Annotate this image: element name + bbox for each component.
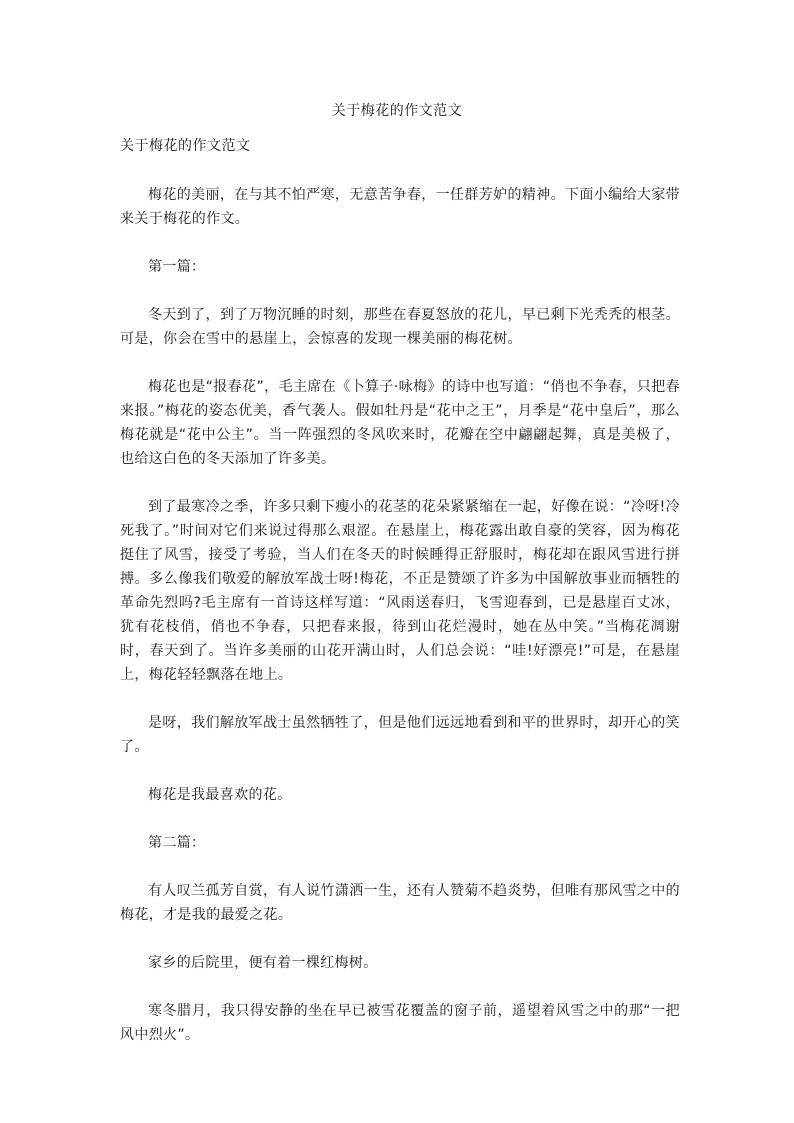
section-heading-2: 第二篇： [148, 835, 206, 851]
paragraph: 是呀，我们解放军战士虽然牺牲了，但是他们远远地看到和平的世界时，却开心的笑了。 [120, 715, 680, 755]
paragraph: 到了最寒冷之季，许多只剩下瘦小的花茎的花朵紧紧缩在一起，好像在说：“冷呀!冷死我了。”时间对它们来说过得那么艰涩。在悬崖上，梅花露出敢自豪的笑容，因为梅花挺住了风雪，接受了考验，当人们在冬天的时候睡得正舒服时，梅花却在跟风雪进行拼搏。多么像我们敬爱的解放军战士呀!梅花，不正是赞颂了许多为中国解放事业而牺牲的革命先烈吗?毛主席有一首诗这样写道：“风雨送春归，飞雪迎春到，已是悬崖百丈冰，犹有花枝俏，俏也不争春，只把春来报，待到山花烂漫时，她在丛中笑。”当梅花凋谢时，春天到了。当许多美丽的山花开满山时，人们总会说：“哇!好漂亮!”可是，在悬崖上，梅花轻轻飘落在地上。 [120, 499, 680, 683]
paragraph: 梅花是我最喜欢的花。 [148, 787, 292, 803]
document-subtitle: 关于梅花的作文范文 [120, 138, 251, 154]
paragraph: 家乡的后院里，便有着一棵红梅树。 [148, 955, 378, 971]
document-body [120, 183, 680, 1071]
paragraph: 梅花也是“报春花”，毛主席在《卜算子·咏梅》的诗中也写道：“俏也不争春，只把春来报。”梅花的姿态优美，香气袭人。假如牡丹是“花中之王”，月季是“花中皇后”，那么梅花就是“花中公主”。当一阵强烈的冬风吹来时，花瓣在空中翩翩起舞，真是美极了，也给这白色的冬天添加了许多美。 [120, 379, 680, 467]
paragraph: 有人叹兰孤芳自赏，有人说竹潇洒一生，还有人赞菊不趋炎势，但唯有那风雪之中的梅花，才是我的最爱之花。 [120, 883, 680, 923]
section-heading-1: 第一篇： [148, 259, 206, 275]
document-title: 关于梅花的作文范文 [331, 103, 463, 119]
paragraph-intro: 梅花的美丽，在与其不怕严寒，无意苦争春，一任群芳妒的精神。下面小编给大家带来关于梅花的作文。 [120, 187, 680, 227]
paragraph: 寒冬腊月，我只得安静的坐在早已被雪花覆盖的窗子前，遥望着风雪之中的那“一把风中烈火”。 [120, 1003, 680, 1043]
paragraph: 冬天到了，到了万物沉睡的时刻，那些在春夏怒放的花儿，早已剩下光秃秃的根茎。可是，你会在雪中的悬崖上，会惊喜的发现一棵美丽的梅花树。 [120, 307, 680, 347]
